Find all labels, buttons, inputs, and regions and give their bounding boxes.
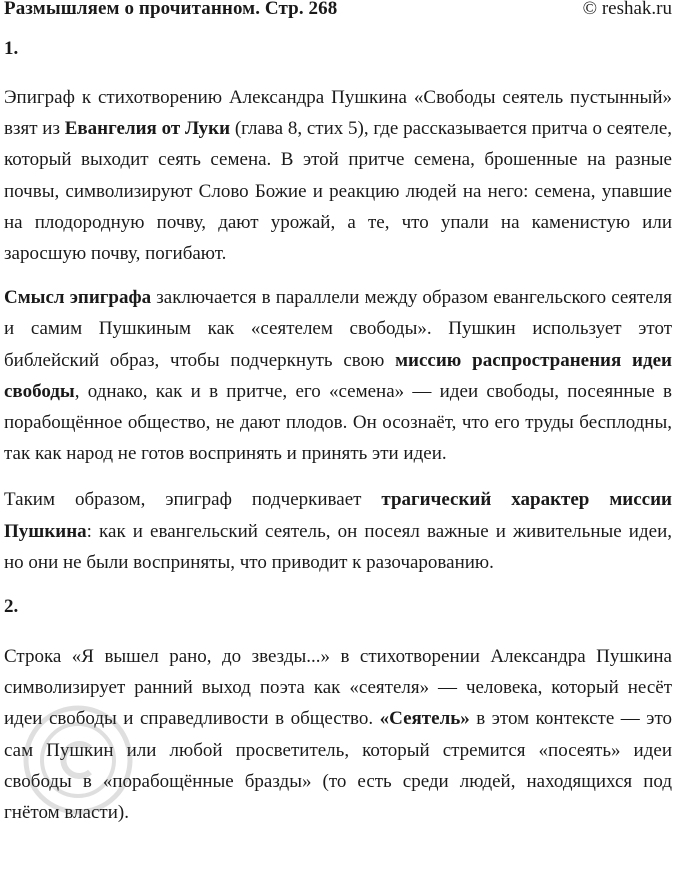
text-run: заключается в параллели между образом евангельского сеятеля и самим Пушкиным как «сеятелем свободы». Пушкин использует этот библейский образ, чтобы подчеркнуть свою [4,287,672,371]
section-1 [4,37,672,578]
text-run: Таким образом, эпиграф подчеркивает [4,489,382,511]
paragraph [4,282,672,469]
text-run: Эпиграф к стихотворению Александра Пушкина «Свободы сеятель пустынный» взят из [4,87,672,140]
bold-text: трагический характер миссии Пушкина [4,489,672,542]
bold-text: Евангелия от Луки [64,118,231,140]
page-header [4,0,672,22]
bold-text: миссию распространения идеи свободы [4,349,672,402]
text-run: , однако, как и в притче, его «семена» — идеи свободы, посеянные в порабощённое общество, не дают плодов. Он осознаёт, что его труды бесплодны, так как народ не готов воспринять и принять эти идеи. [4,380,672,465]
paragraph [4,641,672,828]
bold-text: Смысл эпиграфа [4,287,152,309]
text-run: : как и евангельский сеятель, он посеял важные и живительные идеи, но они не были восприняты, что приводит к разочарованию. [4,520,672,573]
site-copyright: © reshak.ru [582,0,672,19]
bold-text: «Сеятель» [379,708,470,730]
text-run: в этом контексте — это сам Пушкин или любой просветитель, который стремится «посеять» идеи свободы в «порабощённые бразды» (то есть среди людей, находящихся под гнётом власти). [4,708,672,824]
section-2 [4,595,672,828]
section-number: 1. [4,38,19,59]
paragraph [4,484,672,578]
text-run: Строка «Я вышел рано, до звезды...» в стихотворении Александра Пушкина символизирует ранний выход поэта как «сеятеля» — человека, который несёт идеи свободы и справедливости в общество. [4,646,672,730]
paragraph [4,82,672,269]
text-run: (глава 8, стих 5), где рассказывается притча о сеятеле, который выходит сеять семена. В этой притче семена, брошенные на разные почвы, символизируют Слово Божие и реакцию людей на него: семена, упавшие на плодородную почву, дают урожай, а те, что упали на каменистую или заросшую почву, погибают. [4,118,673,265]
page-title: Размышляем о прочитанном. Стр. 268 [4,0,338,19]
section-number: 2. [4,596,19,618]
